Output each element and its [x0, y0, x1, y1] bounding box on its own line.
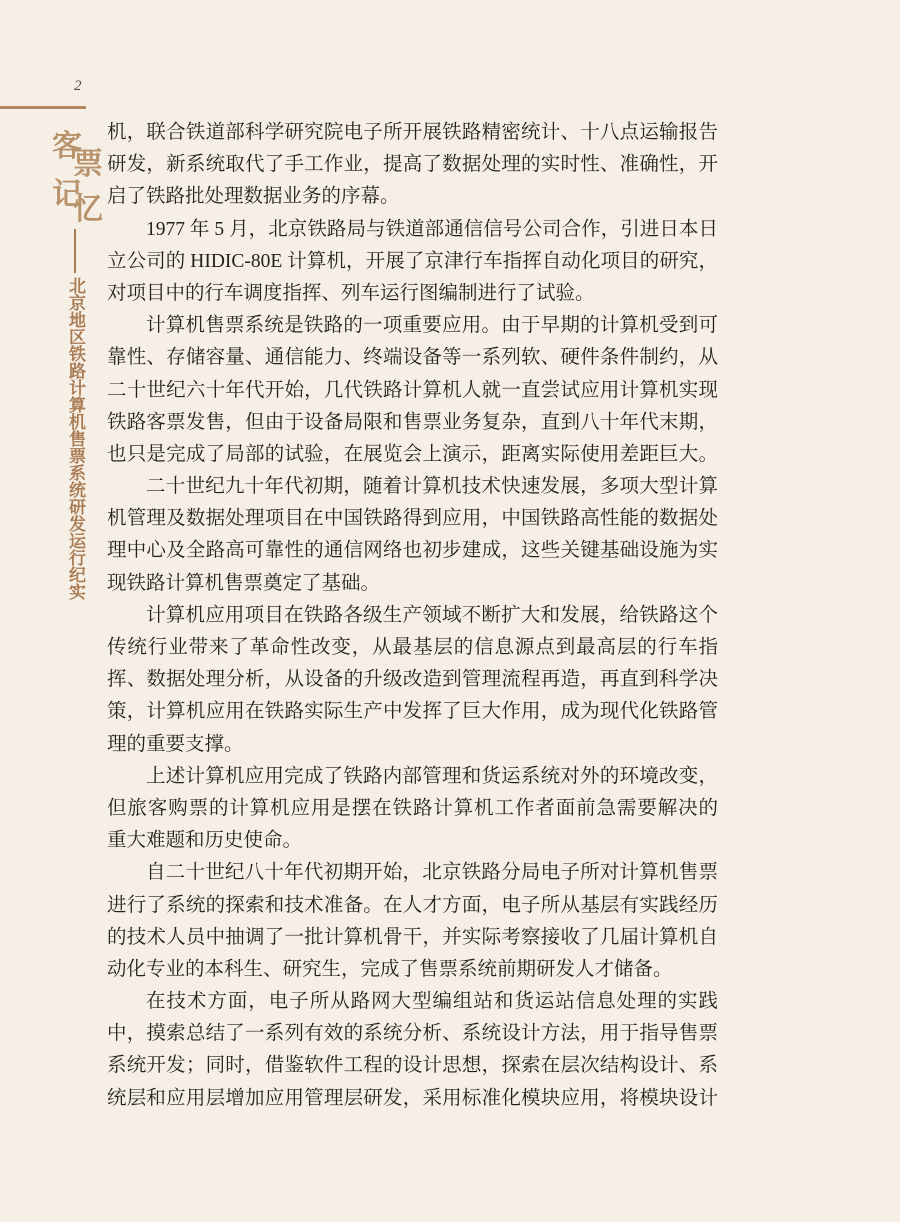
book-title-char: 票	[73, 147, 103, 182]
text-line: 现铁路计算机售票奠定了基础。	[107, 572, 381, 594]
subtitle-dash	[74, 229, 76, 273]
book-title-char: 记	[52, 177, 82, 212]
paragraph	[107, 761, 718, 858]
body-text	[107, 117, 718, 1115]
paragraph	[107, 117, 718, 214]
text-line: 计算机应用项目在铁路各级生产领域不断扩大和发展，给铁路这个	[146, 604, 718, 626]
text-line: 系统开发；同时，借鉴软件工程的设计思想，探索在层次结构设计、系	[107, 1055, 718, 1077]
text-line: 也只是完成了局部的试验，在展览会上演示，距离实际使用差距巨大。	[107, 443, 718, 465]
text-line: 启了铁路批处理数据业务的序幕。	[107, 186, 400, 208]
text-line: 重大难题和历史使命。	[107, 830, 303, 852]
text-line: 策，计算机应用在铁路实际生产中发挥了巨大作用，成为现代化铁路管	[107, 701, 718, 723]
text-line: 靠性、存储容量、通信能力、终端设备等一系列软、硬件条件制约，从	[107, 347, 718, 369]
paragraph	[107, 214, 718, 311]
page-number: 2	[74, 78, 82, 94]
paragraph	[107, 471, 718, 600]
text-line: 二十世纪九十年代初期，随着计算机技术快速发展，多项大型计算	[146, 476, 718, 498]
text-line: 机管理及数据处理项目在中国铁路得到应用，中国铁路高性能的数据处	[107, 508, 718, 530]
text-line: 研发，新系统取代了手工作业，提高了数据处理的实时性、准确性，开	[107, 154, 718, 176]
text-line: 挥、数据处理分析，从设备的升级改造到管理流程再造，再直到科学决	[107, 669, 718, 691]
text-line: 1977 年 5 月，北京铁路局与铁道部通信信号公司合作，引进日本日	[146, 218, 718, 240]
text-line: 自二十世纪八十年代初期开始，北京铁路分局电子所对计算机售票	[146, 862, 718, 884]
text-line: 立公司的 HIDIC-80E 计算机，开展了京津行车指挥自动化项目的研究，	[107, 250, 718, 272]
text-line: 对项目中的行车调度指挥、列车运行图编制进行了试验。	[107, 282, 595, 304]
text-line: 动化专业的本科生、研究生，完成了售票系统前期研发人才储备。	[107, 958, 673, 980]
text-line: 统层和应用层增加应用管理层研发，采用标准化模块应用，将模块设计	[107, 1087, 718, 1109]
book-subtitle: 北京地区铁路计算机售票系统研发运行纪实	[65, 277, 85, 600]
text-line: 传统行业带来了革命性改变，从最基层的信息源点到最高层的行车指	[107, 637, 718, 658]
paragraph	[107, 600, 718, 761]
text-line: 进行了系统的探索和技术准备。在人才方面，电子所从基层有实践经历	[107, 894, 718, 916]
text-line: 的技术人员中抽调了一批计算机骨干，并实际考察接收了几届计算机自	[107, 926, 718, 948]
book-title-char: 忆	[73, 192, 103, 227]
text-line: 中，摸索总结了一系列有效的系统分析、系统设计方法，用于指导售票	[107, 1023, 718, 1045]
header-rule	[0, 106, 86, 109]
text-line: 在技术方面，电子所从路网大型编组站和货运站信息处理的实践	[146, 991, 718, 1013]
book-title-char: 客	[52, 129, 82, 164]
paragraph	[107, 986, 718, 1115]
text-line: 理中心及全路高可靠性的通信网络也初步建成，这些关键基础设施为实	[107, 540, 718, 562]
paragraph	[107, 857, 718, 986]
text-line: 计算机售票系统是铁路的一项重要应用。由于早期的计算机受到可	[146, 315, 718, 337]
text-line: 铁路客票发售，但由于设备局限和售票业务复杂，直到八十年代末期，	[107, 411, 718, 433]
text-line: 机，联合铁道部科学研究院电子所开展铁路精密统计、十八点运输报告	[107, 122, 718, 143]
text-line: 理的重要支撑。	[107, 733, 244, 755]
text-line: 但旅客购票的计算机应用是摆在铁路计算机工作者面前急需要解决的	[107, 797, 718, 819]
text-line: 二十世纪六十年代开始，几代铁路计算机人就一直尝试应用计算机实现	[107, 379, 718, 401]
paragraph	[107, 310, 718, 471]
text-line: 上述计算机应用完成了铁路内部管理和货运系统对外的环境改变，	[146, 765, 718, 787]
